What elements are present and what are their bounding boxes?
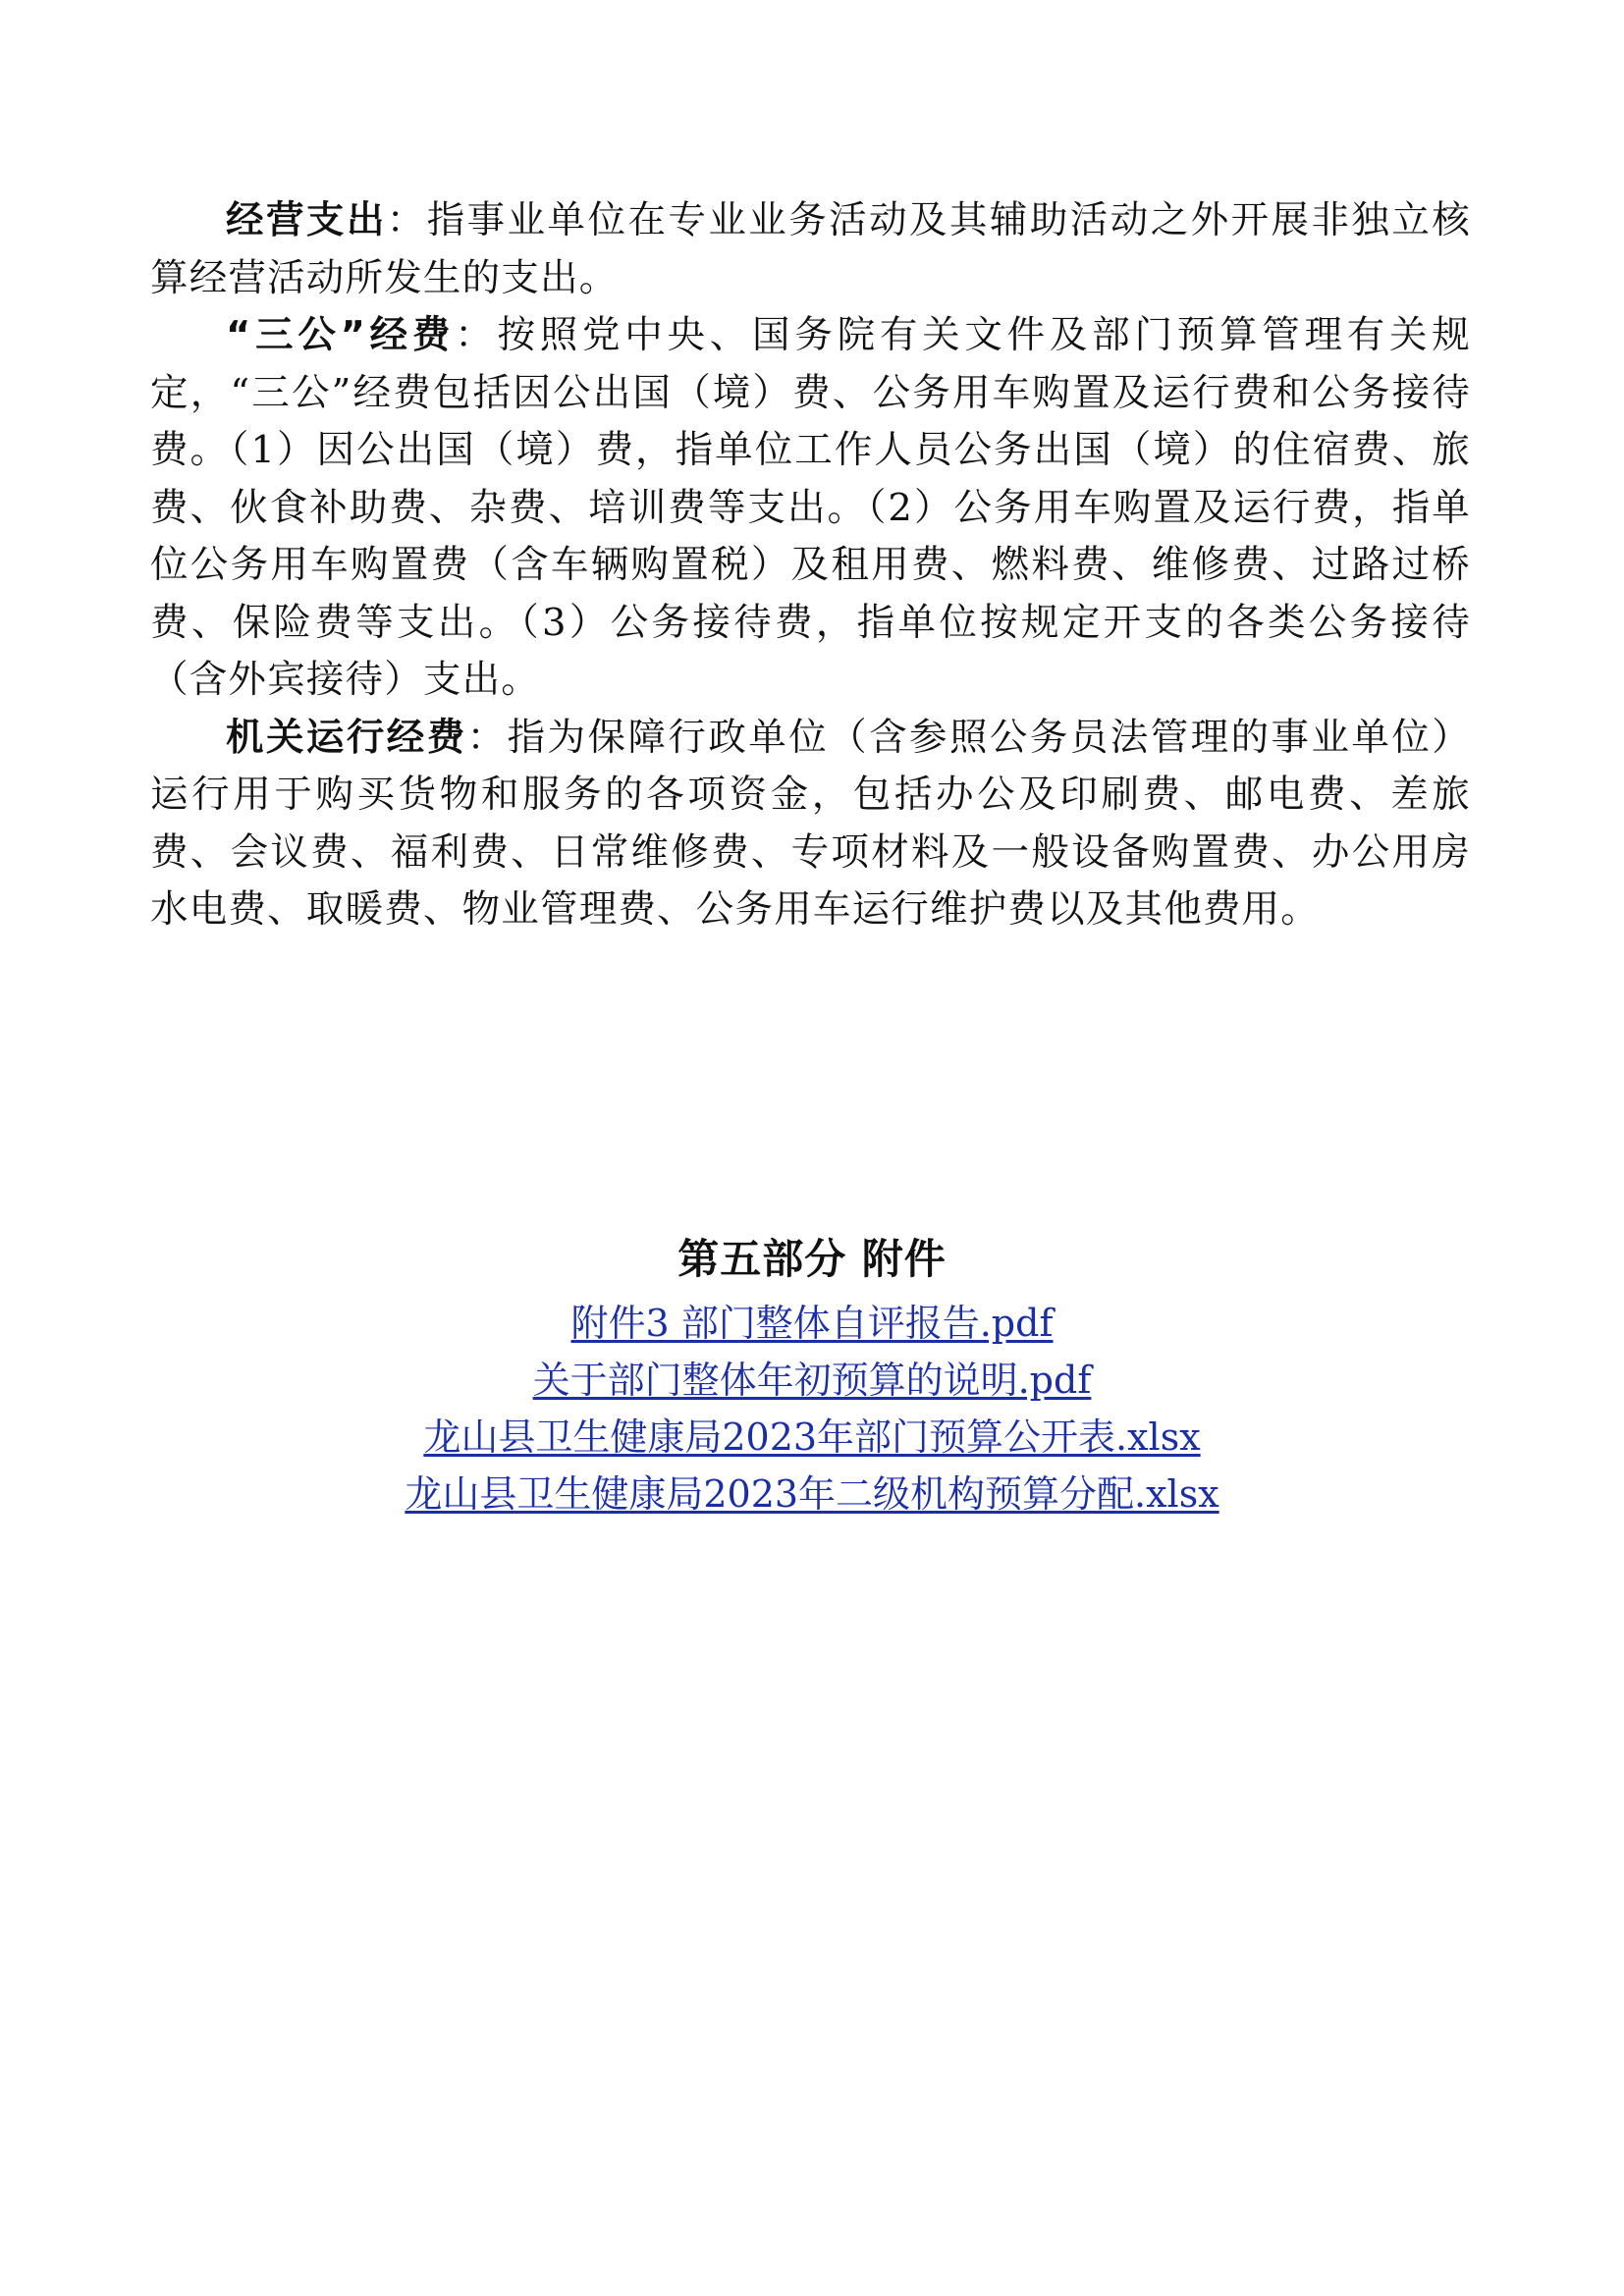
attachment-item (0, 1466, 1624, 1522)
paragraph-agency-operating-funds (150, 710, 1471, 939)
term-three-public-expenses: “三公”经费 (226, 313, 456, 357)
attachment-item (0, 1295, 1624, 1352)
section-title: 第五部分 附件 (677, 1235, 947, 1283)
term-operating-expenses: 经营支出 (226, 198, 387, 242)
attachment-link-secondary-budget-allocation[interactable]: 龙山县卫生健康局2023年二级机构预算分配.xlsx (405, 1472, 1219, 1516)
term-agency-operating-funds: 机关运行经费 (226, 715, 467, 760)
definition-three-public-expenses: ：按照党中央、国务院有关文件及部门预算管理有关规定，“三公”经费包括因公出国（境）费、公务用车购置及运行费和公务接待费。（1）因公出国（境）费，指单位工作人员公务出国（境）的住宿费、旅费、伙食补助费、杂费、培训费等支出。（2）公务用车购置及运行费，指单位公务用车购置费（含车辆购置税）及租用费、燃料费、维修费、过路过桥费、保险费等支出。（3）公务接待费，指单位按规定开支的各类公务接待（含外宾接待）支出。 (150, 313, 1471, 702)
attachment-item (0, 1352, 1624, 1409)
attachment-item (0, 1409, 1624, 1466)
attachments-section (0, 1230, 1624, 1522)
paragraph-three-public-expenses (150, 307, 1471, 710)
attachment-list (0, 1295, 1624, 1522)
definition-operating-expenses: ：指事业单位在专业业务活动及其辅助活动之外开展非独立核算经营活动所发生的支出。 (150, 198, 1471, 300)
paragraph-operating-expenses (150, 192, 1471, 307)
attachment-link-budget-explanation[interactable]: 关于部门整体年初预算的说明.pdf (532, 1359, 1092, 1402)
definition-agency-operating-funds: ：指为保障行政单位（含参照公务员法管理的事业单位）运行用于购买货物和服务的各项资金，包括办公及印刷费、邮电费、差旅费、会议费、福利费、日常维修费、专项材料及一般设备购置费、办公用房水电费、取暖费、物业管理费、公务用车运行维护费以及其他费用。 (150, 715, 1471, 932)
attachment-link-self-evaluation-report[interactable]: 附件3 部门整体自评报告.pdf (570, 1302, 1054, 1345)
document-body (150, 192, 1471, 939)
attachment-link-budget-disclosure-table[interactable]: 龙山县卫生健康局2023年部门预算公开表.xlsx (423, 1415, 1201, 1459)
